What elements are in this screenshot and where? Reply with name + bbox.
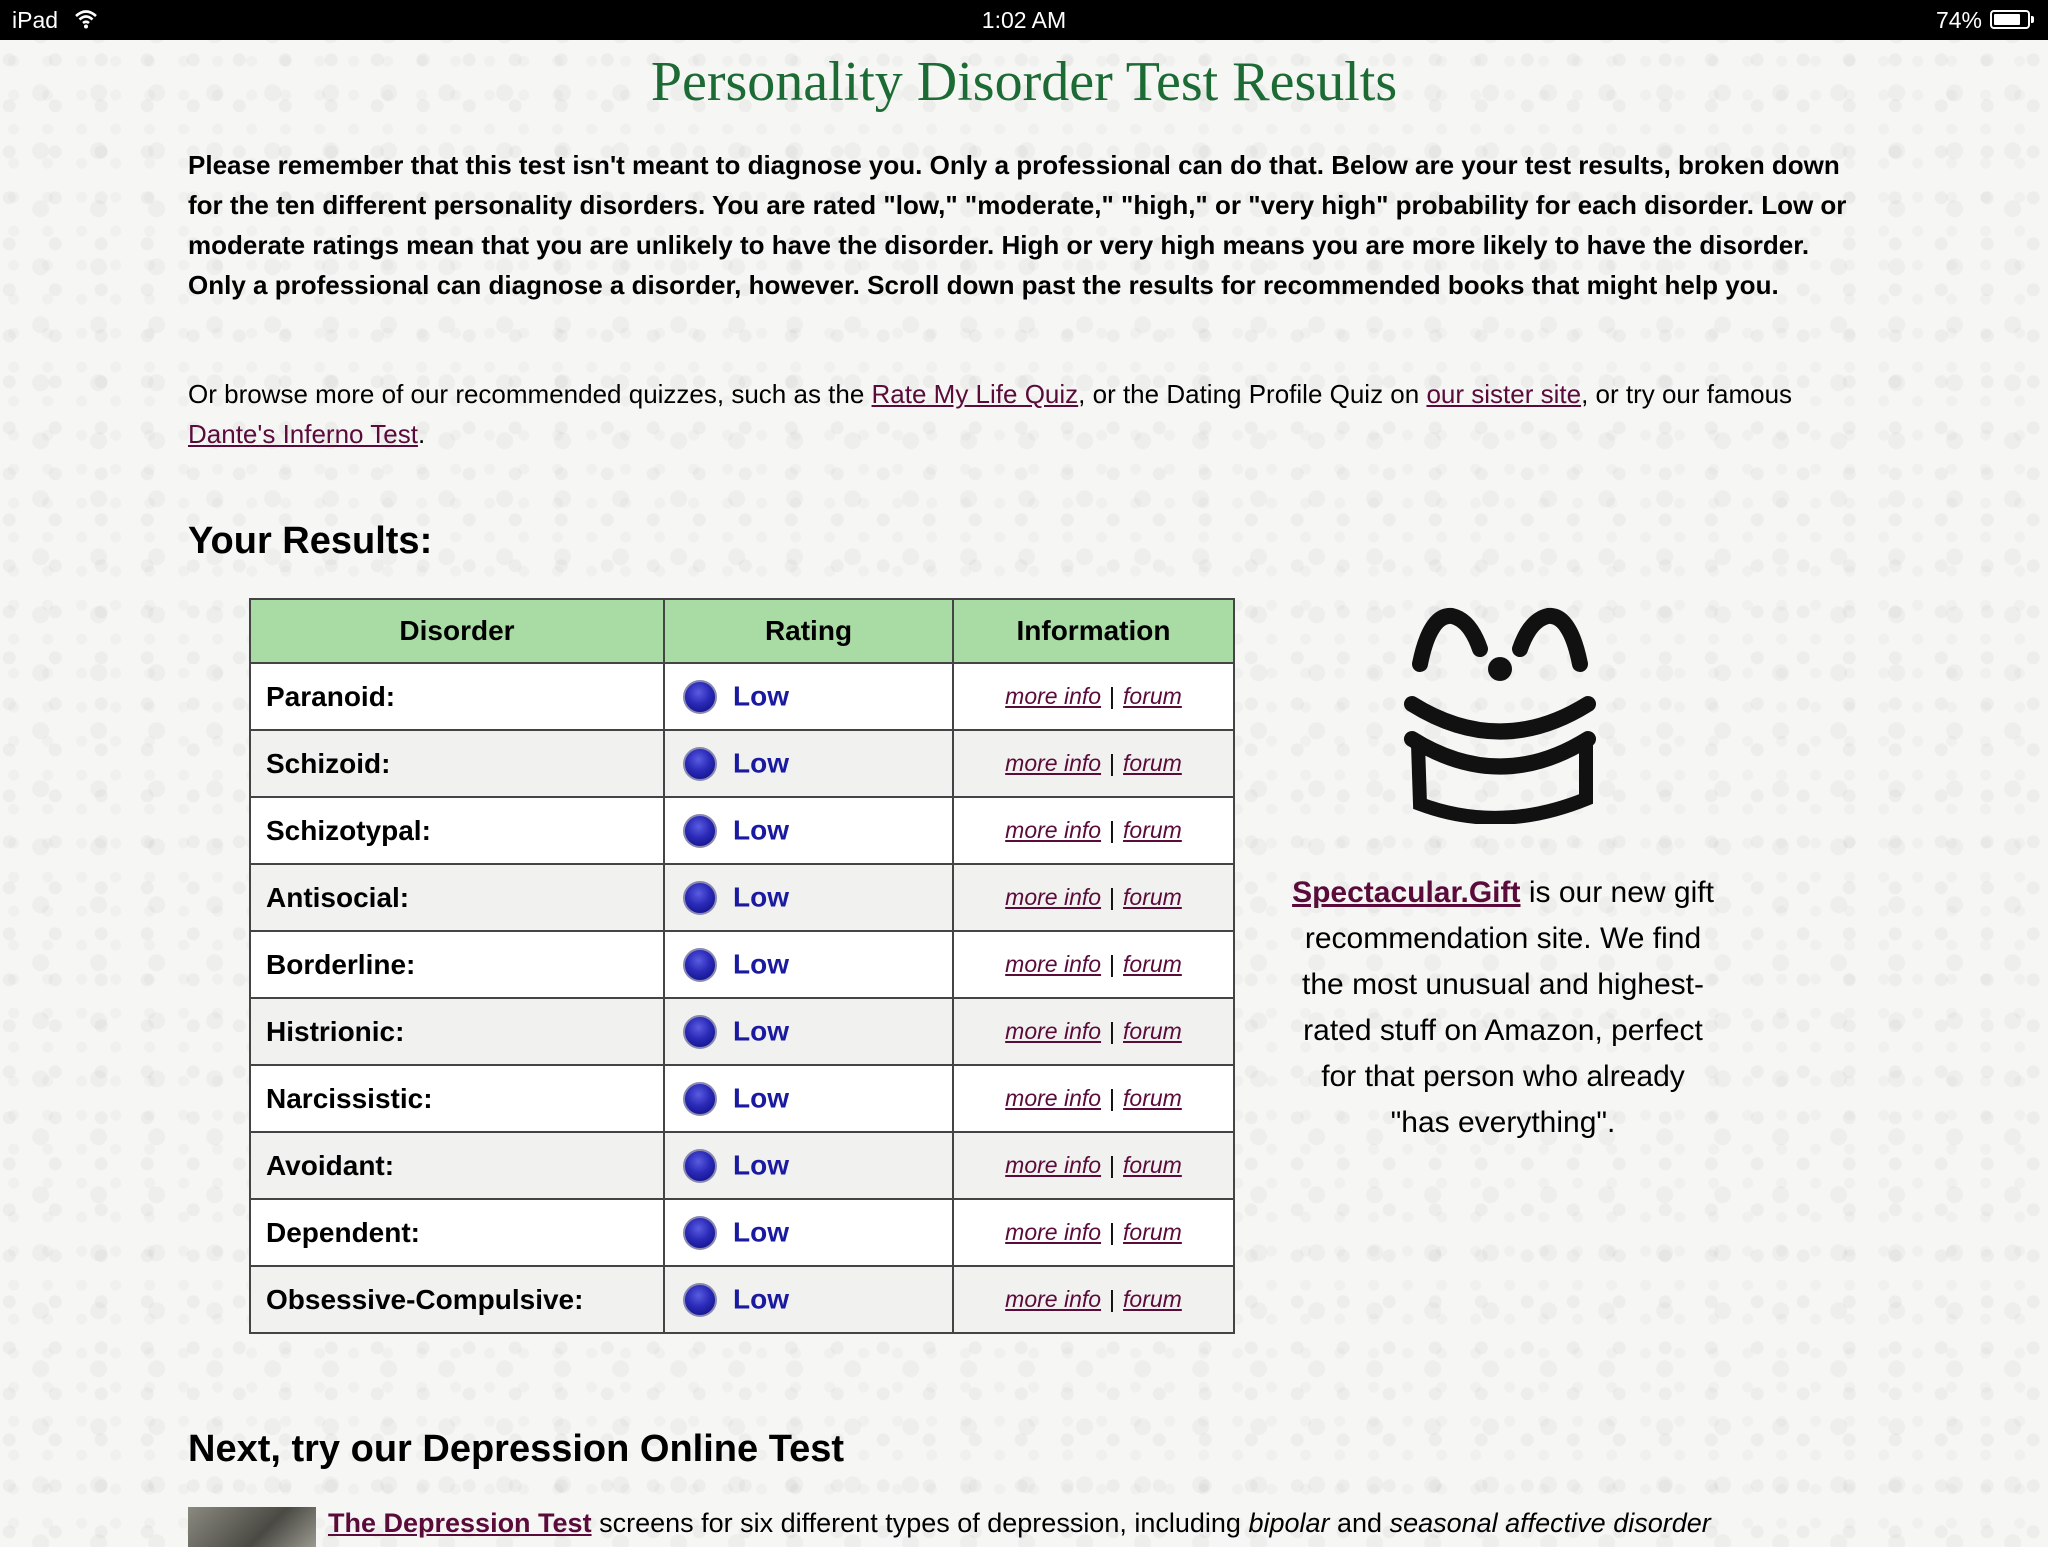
rating-cell [664,797,953,864]
depression-em-2: seasonal affective disorder [1389,1508,1711,1538]
info-separator: | [1109,1152,1116,1178]
rating-dot-icon [683,1015,717,1049]
info-cell [953,1132,1234,1199]
rating-dot-icon [683,1082,717,1116]
header-rating: Rating [664,599,953,663]
dantes-inferno-link[interactable]: Dante's Inferno Test [188,419,418,449]
info-separator: | [1109,1286,1116,1312]
browse-text-4: . [417,419,426,449]
table-row [250,663,1234,730]
rating-dot-icon [683,1149,717,1183]
forum-link[interactable]: forum [1123,1286,1182,1312]
gift-promo-text: is our new gift recommendation site. We find the most unusual and highest-rated stuff on Amazon, perfect for that person who already "has everything". [1302,876,1714,1139]
rating-value: Low [733,1283,789,1315]
forum-link[interactable]: forum [1123,1152,1182,1178]
info-cell [953,1065,1234,1132]
rating-dot-icon [683,1283,717,1317]
info-cell [953,730,1234,797]
info-separator: | [1109,750,1116,776]
rating-value: Low [733,1216,789,1248]
next-heading: Next, try our Depression Online Test [188,1428,845,1470]
table-row [250,931,1234,998]
battery-icon [1990,10,2030,29]
more-info-link[interactable]: more info [1005,1018,1102,1044]
info-separator: | [1109,884,1116,910]
rating-dot-icon [683,948,717,982]
forum-link[interactable]: forum [1123,750,1182,776]
forum-link[interactable]: forum [1123,683,1182,709]
browse-text-3: , or try our famous [1581,379,1793,409]
rating-dot-icon [683,747,717,781]
disorder-name: Antisocial: [250,864,664,931]
rating-cell [664,1199,953,1266]
rating-value: Low [733,814,789,846]
disorder-name: Borderline: [250,931,664,998]
rating-value: Low [733,747,789,779]
rating-cell [664,998,953,1065]
forum-link[interactable]: forum [1123,817,1182,843]
table-row [250,998,1234,1065]
more-info-link[interactable]: more info [1005,1152,1102,1178]
results-heading: Your Results: [188,520,433,562]
results-table [249,598,1235,1334]
more-info-link[interactable]: more info [1005,884,1102,910]
more-info-link[interactable]: more info [1005,683,1102,709]
page-title: Personality Disorder Test Results [650,51,1398,113]
rating-dot-icon [683,881,717,915]
browse-text-1: Or browse more of our recommended quizzes, such as the [188,379,872,409]
depression-test-link[interactable]: The Depression Test [328,1508,592,1538]
rating-cell [664,1266,953,1333]
intro-text: Please remember that this test isn't meant to diagnose you. Only a professional can do that. Below are your test results, broken down for the ten different personality disorders. You are rated "low," "moderate," "high," or "very high" probability for each disorder. Low or moderate ratings mean that you are unlikely to have the disorder. High or very high means you are more likely to have the disorder. Only a professional can diagnose a disorder, however. Scroll down past the results for recommended books that might help you. [188,150,1847,300]
rating-dot-icon [683,814,717,848]
gift-promo [1288,870,1718,1146]
disorder-name: Schizoid: [250,730,664,797]
rate-my-life-link[interactable]: Rate My Life Quiz [871,379,1079,409]
forum-link[interactable]: forum [1123,1018,1182,1044]
disorder-name: Obsessive-Compulsive: [250,1266,664,1333]
table-row [250,1199,1234,1266]
rating-value: Low [733,1082,789,1114]
rating-cell [664,1065,953,1132]
forum-link[interactable]: forum [1123,951,1182,977]
more-info-link[interactable]: more info [1005,1219,1102,1245]
rating-cell [664,1132,953,1199]
rating-value: Low [733,948,789,980]
rating-value: Low [733,1149,789,1181]
info-cell [953,998,1234,1065]
browse-text-2: , or the Dating Profile Quiz on [1078,379,1427,409]
battery-percent: 74% [1935,7,1982,33]
spectacular-gift-link[interactable]: Spectacular.Gift [1292,876,1521,909]
forum-link[interactable]: forum [1123,1219,1182,1245]
info-cell [953,797,1234,864]
more-info-link[interactable]: more info [1005,1085,1102,1111]
info-separator: | [1109,951,1116,977]
depression-em-1: bipolar [1248,1508,1330,1538]
info-separator: | [1109,1219,1116,1245]
info-cell [953,663,1234,730]
disorder-name: Avoidant: [250,1132,664,1199]
forum-link[interactable]: forum [1123,1085,1182,1111]
table-row [250,864,1234,931]
table-row [250,730,1234,797]
more-info-link[interactable]: more info [1005,750,1102,776]
more-info-link[interactable]: more info [1005,817,1102,843]
info-cell [953,1266,1234,1333]
info-separator: | [1109,683,1116,709]
info-cell [953,1199,1234,1266]
header-information: Information [953,599,1234,663]
gift-logo-icon [1390,594,1610,824]
depression-text-2: and [1329,1508,1390,1538]
rating-dot-icon [683,1216,717,1250]
forum-link[interactable]: forum [1123,884,1182,910]
info-cell [953,931,1234,998]
disorder-name: Histrionic: [250,998,664,1065]
browse-paragraph [188,374,1868,454]
rating-value: Low [733,881,789,913]
device-label: iPad [12,7,59,33]
rating-cell [664,931,953,998]
disorder-name: Paranoid: [250,663,664,730]
info-separator: | [1109,1085,1116,1111]
status-bar [0,0,2048,40]
disorder-name: Narcissistic: [250,1065,664,1132]
table-row [250,797,1234,864]
depression-thumbnail[interactable] [188,1507,316,1547]
disorder-name: Dependent: [250,1199,664,1266]
table-row [250,1065,1234,1132]
table-row [250,1132,1234,1199]
header-disorder: Disorder [250,599,664,663]
table-header-row [250,599,1234,663]
clock: 1:02 AM [981,7,1067,33]
rating-cell [664,663,953,730]
rating-dot-icon [683,680,717,714]
table-row [250,1266,1234,1333]
rating-cell [664,730,953,797]
info-cell [953,864,1234,931]
disorder-name: Schizotypal: [250,797,664,864]
info-separator: | [1109,1018,1116,1044]
results-body [250,663,1234,1333]
more-info-link[interactable]: more info [1005,951,1102,977]
depression-text-1: screens for six different types of depression, including [591,1508,1249,1538]
more-info-link[interactable]: more info [1005,1286,1102,1312]
sister-site-link[interactable]: our sister site [1426,379,1582,409]
info-separator: | [1109,817,1116,843]
rating-cell [664,864,953,931]
rating-value: Low [733,680,789,712]
rating-value: Low [733,1015,789,1047]
